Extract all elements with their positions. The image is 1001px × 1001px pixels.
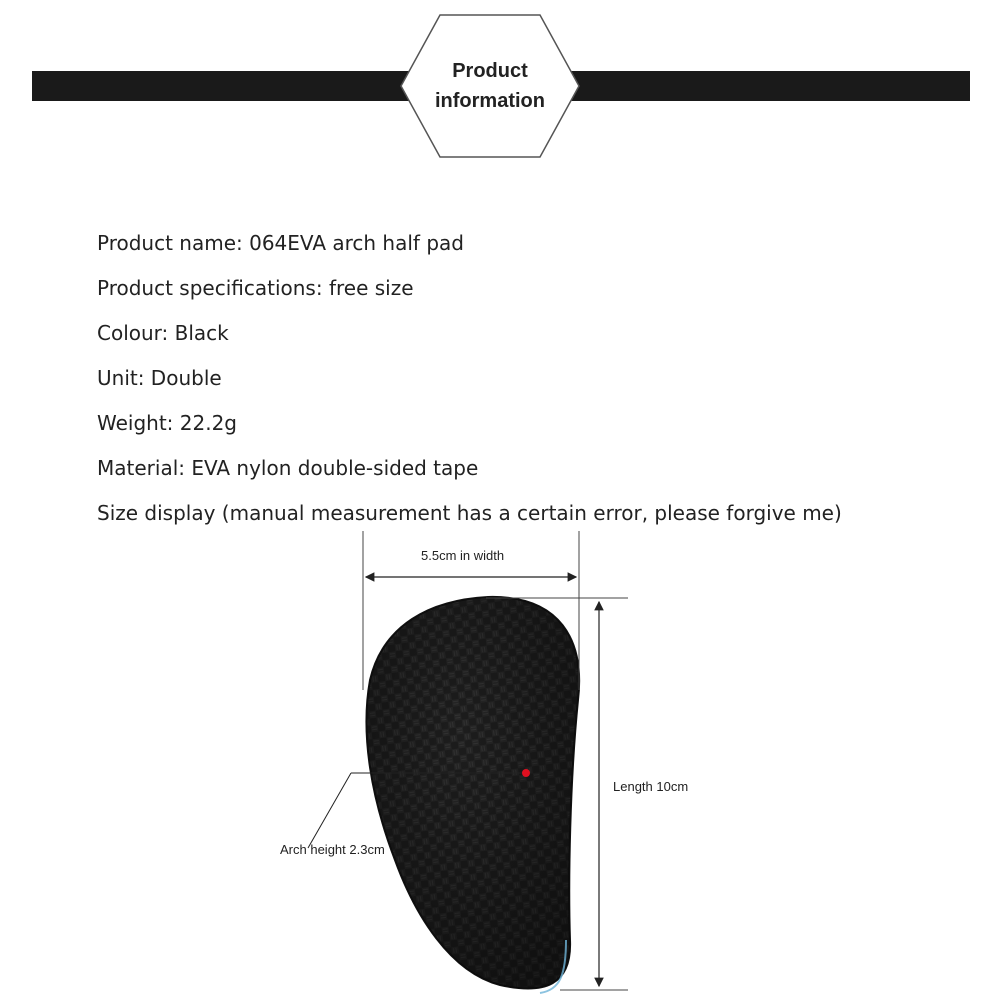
- spec-size-display: Size display (manual measurement has a certain error, please forgive me): [97, 501, 842, 525]
- spec-product-name: Product name: 064EVA arch half pad: [97, 231, 464, 255]
- arch-leader-diagonal: [308, 773, 351, 848]
- length-label: Length 10cm: [613, 779, 689, 794]
- section-title-line2: information: [435, 90, 545, 112]
- width-label: 5.5cm in width: [421, 548, 505, 563]
- spec-weight: Weight: 22.2g: [97, 411, 237, 435]
- spec-material: Material: EVA nylon double-sided tape: [97, 456, 479, 480]
- arch-pad-image: [366, 597, 579, 993]
- spec-colour: Colour: Black: [97, 321, 229, 345]
- arch-point-marker: [522, 769, 530, 777]
- spec-unit: Unit: Double: [97, 366, 222, 390]
- spec-product-specifications: Product specifications: free size: [97, 276, 414, 300]
- arch-height-label: Arch height 2.3cm: [280, 842, 385, 857]
- section-title-line1: Product: [452, 60, 528, 82]
